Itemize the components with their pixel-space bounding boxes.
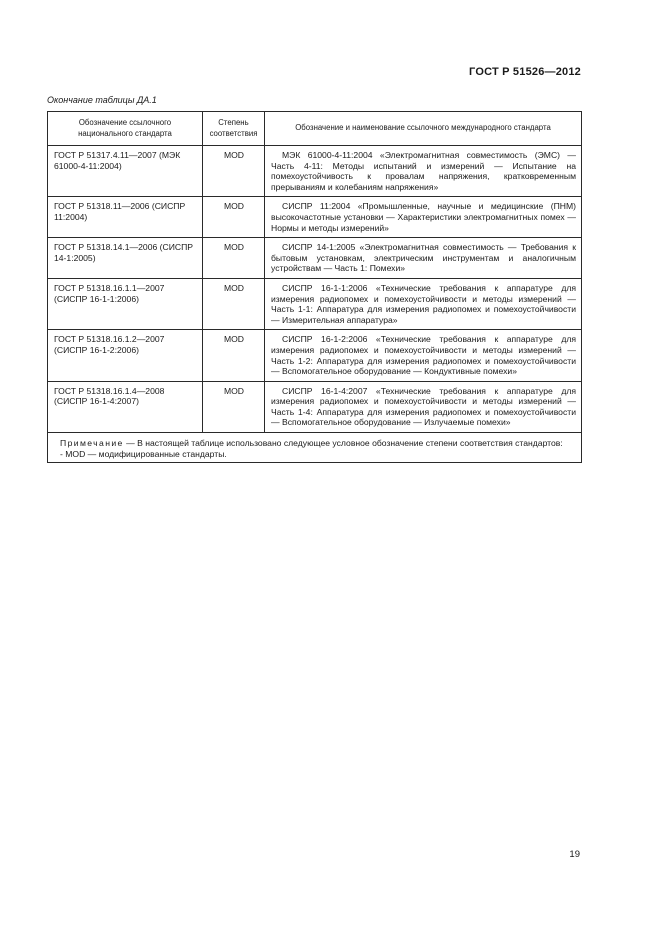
- document-standard-code: ГОСТ Р 51526—2012: [469, 66, 581, 78]
- national-standard-cell: ГОСТ Р 51318.16.1.4—2008 (СИСПР 16-1-4:2007): [48, 381, 203, 432]
- international-standard-cell: [265, 238, 582, 279]
- international-standard-text: СИСПР 14-1:2005 «Электромагнитная совместимость — Требования к бытовым установкам, электрическим инструментам и аналогичным устройствам — Часть 1: Помехи»: [271, 242, 576, 274]
- international-standard-text: СИСПР 11:2004 «Промышленные, научные и медицинские (ПНМ) высокочастотные установки — Характеристики электромагнитных помех — Нормы и методы измерений»: [271, 201, 576, 233]
- table-row: [48, 146, 582, 197]
- reference-standards-table: [47, 111, 582, 463]
- header-international-standard: Обозначение и наименование ссылочного международного стандарта: [265, 112, 582, 146]
- table-caption: Окончание таблицы ДА.1: [47, 95, 157, 105]
- international-standard-cell: [265, 146, 582, 197]
- degree-cell: MOD: [203, 197, 265, 238]
- degree-cell: MOD: [203, 278, 265, 329]
- national-standard-cell: ГОСТ Р 51318.16.1.2—2007 (СИСПР 16-1-2:2006): [48, 330, 203, 381]
- international-standard-cell: [265, 381, 582, 432]
- page-number: 19: [569, 849, 580, 860]
- national-standard-cell: ГОСТ Р 51317.4.11—2007 (МЭК 61000-4-11:2004): [48, 146, 203, 197]
- header-degree: Степень соответствия: [203, 112, 265, 146]
- note-item: - MOD — модифицированные стандарты.: [60, 448, 227, 459]
- degree-cell: MOD: [203, 330, 265, 381]
- table-note: [48, 433, 582, 463]
- international-standard-text: МЭК 61000-4-11:2004 «Электромагнитная совместимость (ЭМС) — Часть 4-11: Методы испытаний и измерений — Испытание на помехоустойчивость к провалам напряжения, кратковременным прерываниям и колебаниям напряжения»: [271, 150, 576, 192]
- note-text: — В настоящей таблице использовано следующее условное обозначение степени соответствия стандартов:: [123, 438, 563, 449]
- header-national-standard: Обозначение ссылочного национального стандарта: [48, 112, 203, 146]
- degree-cell: MOD: [203, 146, 265, 197]
- degree-cell: MOD: [203, 381, 265, 432]
- table-row: [48, 278, 582, 329]
- national-standard-cell: ГОСТ Р 51318.14.1—2006 (СИСПР 14-1:2005): [48, 238, 203, 279]
- table-row: [48, 381, 582, 432]
- table-row: [48, 238, 582, 279]
- table-row: [48, 197, 582, 238]
- national-standard-cell: ГОСТ Р 51318.11—2006 (СИСПР 11:2004): [48, 197, 203, 238]
- national-standard-cell: ГОСТ Р 51318.16.1.1—2007 (СИСПР 16-1-1:2006): [48, 278, 203, 329]
- table-header-row: [48, 112, 582, 146]
- international-standard-cell: [265, 278, 582, 329]
- degree-cell: MOD: [203, 238, 265, 279]
- table-row: [48, 330, 582, 381]
- international-standard-text: СИСПР 16-1-2:2006 «Технические требования к аппаратуре для измерения радиопомех и помехоустойчивости и методы измерений — Часть 1-2: Аппаратура для измерения радиопомех и помехоустойчивости — Вспомогательное оборудование — Кондуктивные помехи»: [271, 334, 576, 377]
- international-standard-cell: [265, 330, 582, 381]
- table-note-row: [48, 433, 582, 463]
- international-standard-cell: [265, 197, 582, 238]
- international-standard-text: СИСПР 16-1-4:2007 «Технические требования к аппаратуре для измерения радиопомех и помехоустойчивости и методы измерений — Часть 1-4: Аппаратура для измерения радиопомех и помехоустойчивости — Вспомогательное оборудование — Излучаемые помехи»: [271, 385, 576, 428]
- international-standard-text: СИСПР 16-1-1:2006 «Технические требования к аппаратуре для измерения радиопомех и помехоустойчивости и методы измерений — Часть 1-1: Аппаратура для измерения радиопомех и помехоустойчивости — Измерительная аппаратура»: [271, 282, 576, 325]
- note-label: Примечание: [60, 438, 124, 449]
